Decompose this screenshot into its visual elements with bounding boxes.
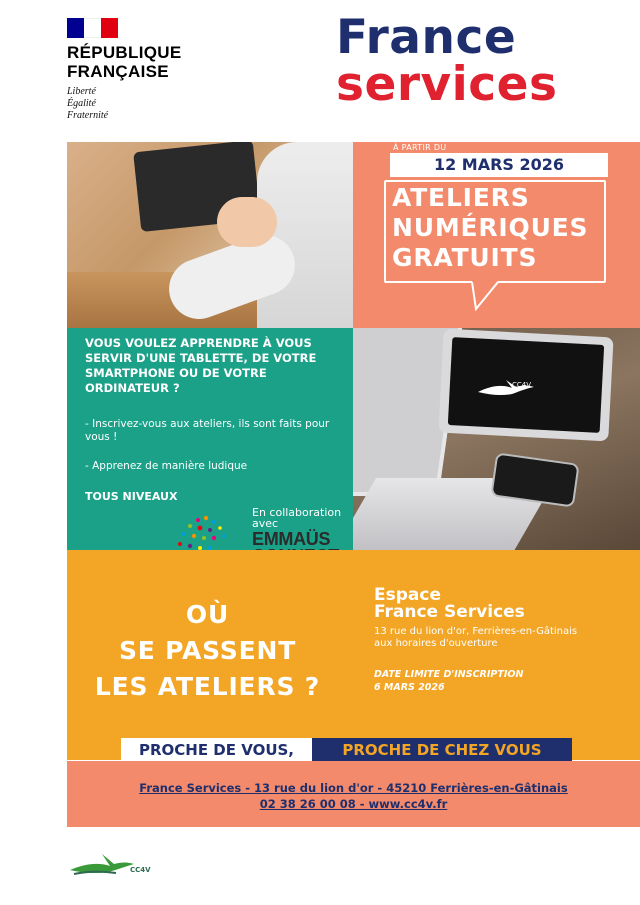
devise-egalite: Égalité bbox=[67, 98, 96, 109]
location-question-line3: LES ATELIERS ? bbox=[94, 672, 321, 701]
location-question-line1: OÙ bbox=[185, 600, 230, 629]
devise-liberte: Liberté bbox=[67, 86, 96, 97]
info-question: VOUS VOULEZ APPRENDRE À VOUS SERVIR D'UNE TABLETTE, DE VOTRE SMARTPHONE OU DE VOTRE ORDINATEUR ? bbox=[85, 336, 317, 395]
contact-phone-website-link[interactable]: 02 38 26 00 08 - www.cc4v.fr bbox=[259, 797, 448, 811]
place-name bbox=[374, 587, 525, 621]
cc4v-photo-logo-text: CC4V bbox=[512, 381, 532, 389]
event-date: 12 MARS 2026 bbox=[390, 153, 608, 177]
location-question bbox=[75, 597, 340, 705]
place-line2: France Services bbox=[374, 602, 525, 622]
devise bbox=[67, 86, 108, 122]
cc4v-footer-logo-text: CC4V bbox=[130, 866, 151, 874]
a-partir-du-label: À PARTIR DU bbox=[393, 143, 447, 152]
headline-gratuits: GRATUITS bbox=[392, 243, 538, 272]
france-services-title bbox=[336, 10, 596, 112]
tablet-hands-photo bbox=[67, 142, 353, 328]
speech-bubble-tail-icon bbox=[470, 281, 500, 311]
republique-francaise-logo bbox=[67, 43, 181, 81]
info-bullet-ludique: - Apprenez de manière ludique bbox=[85, 460, 248, 472]
registration-deadline bbox=[374, 668, 523, 694]
republique-line2: FRANÇAISE bbox=[67, 62, 169, 81]
republique-line1: RÉPUBLIQUE bbox=[67, 43, 182, 62]
headline-numeriques: NUMÉRIQUES bbox=[392, 213, 589, 242]
devise-fraternite: Fraternité bbox=[67, 110, 109, 121]
event-headline bbox=[392, 183, 588, 273]
cc4v-logo-icon bbox=[476, 376, 536, 402]
contact-address-link[interactable]: France Services - 13 rue du lion d'or - 45210 Ferrières-en-Gâtinais bbox=[139, 781, 568, 795]
deadline-label: DATE LIMITE D'INSCRIPTION bbox=[374, 669, 524, 680]
place-hours: aux horaires d'ouverture bbox=[374, 638, 498, 649]
title-services: services bbox=[336, 57, 558, 112]
partner-line1: EMMAÜS bbox=[252, 529, 331, 549]
slogan-part1: PROCHE DE VOUS, bbox=[121, 738, 312, 762]
laptop-tablet-photo bbox=[353, 328, 640, 550]
info-bullet-inscription: - Inscrivez-vous aux ateliers, ils sont faits pour vous ! bbox=[85, 418, 330, 443]
place-address-street: 13 rue du lion d'or, Ferrières-en-Gâtinais bbox=[374, 626, 578, 637]
location-question-line2: SE PASSENT bbox=[118, 636, 297, 665]
collab-line1: En collaboration bbox=[252, 506, 342, 519]
collab-line2: avec bbox=[252, 517, 279, 530]
tous-niveaux: TOUS NIVEAUX bbox=[85, 490, 178, 503]
deadline-date: 6 MARS 2026 bbox=[374, 682, 445, 693]
place-line1: Espace bbox=[374, 585, 441, 605]
headline-ateliers: ATELIERS bbox=[392, 183, 530, 212]
slogan-part2: PROCHE DE CHEZ VOUS bbox=[312, 738, 572, 762]
cc4v-footer-logo-icon bbox=[68, 846, 138, 882]
collaboration-label bbox=[252, 507, 352, 529]
place-address bbox=[374, 626, 577, 650]
french-flag-icon bbox=[67, 18, 118, 38]
title-france: France bbox=[336, 10, 517, 65]
